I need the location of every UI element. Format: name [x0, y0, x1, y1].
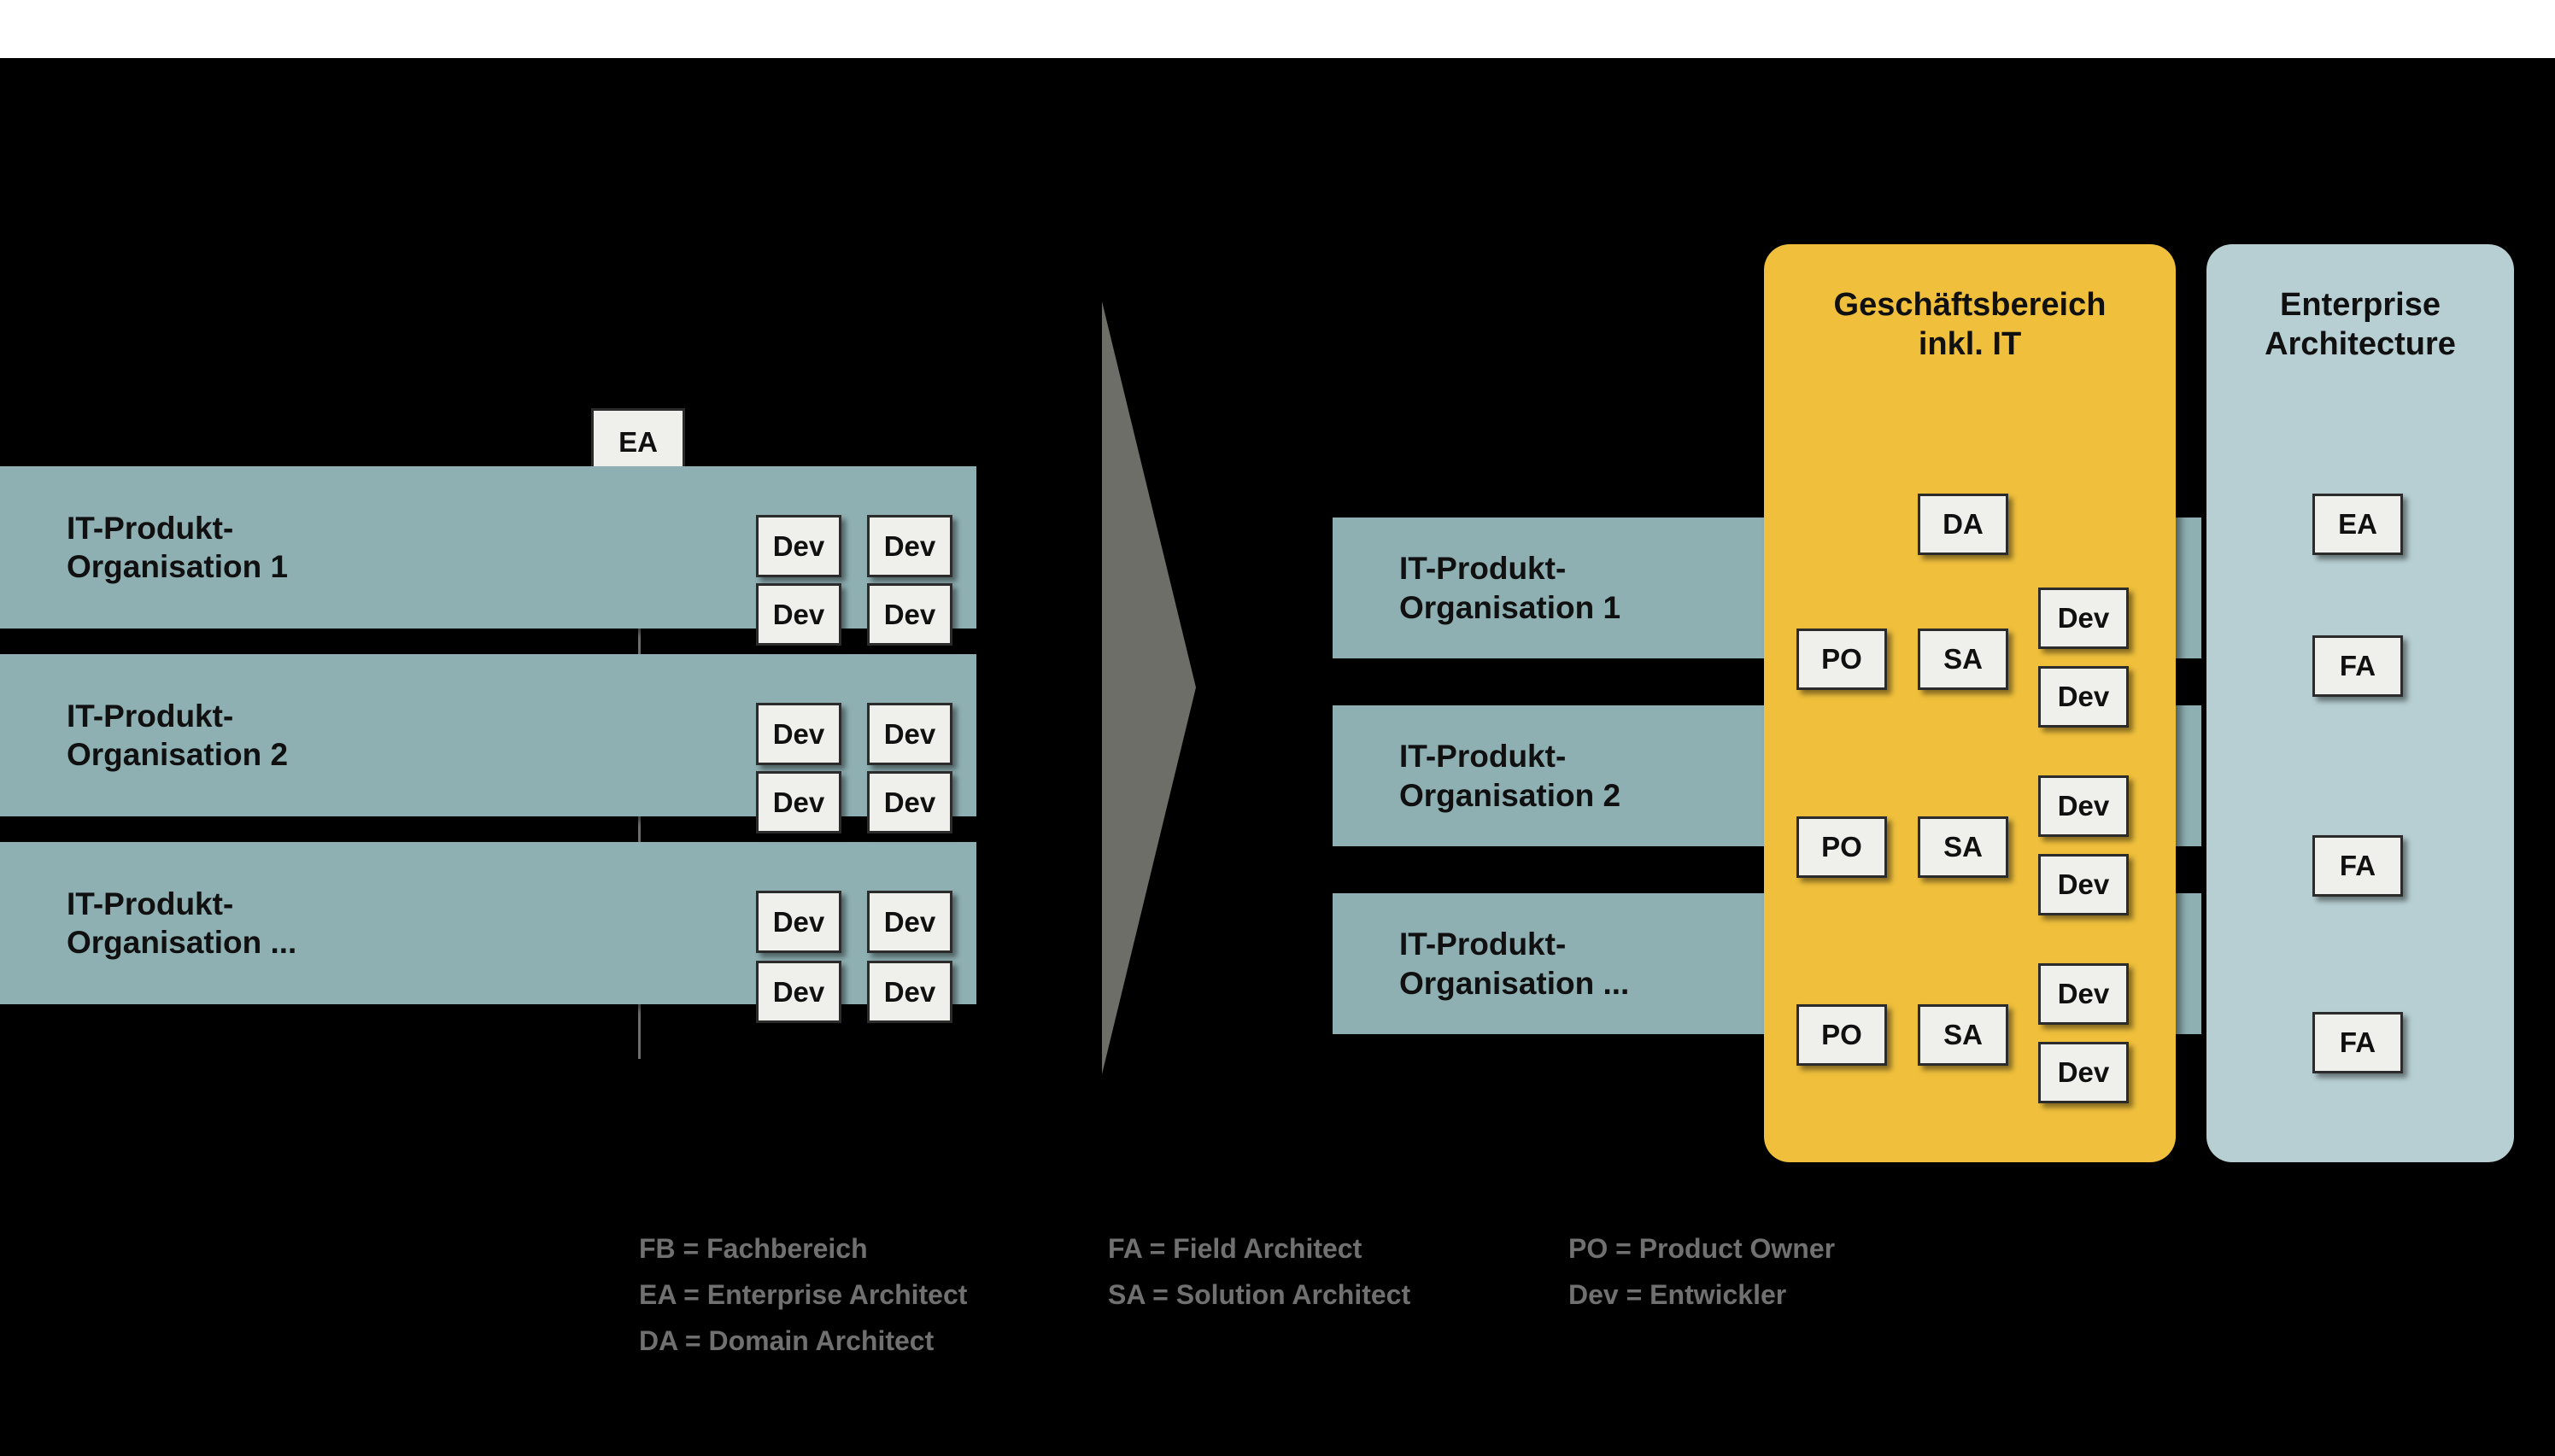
left-dev-box: Dev	[867, 583, 952, 646]
left-dev-box: Dev	[867, 961, 952, 1023]
ea-panel-box: EA	[2312, 494, 2403, 555]
right-dev-box: Dev	[2038, 963, 2129, 1025]
legend-item: EA = Enterprise Architect	[639, 1279, 968, 1310]
legend-item: Dev = Entwickler	[1568, 1279, 1787, 1310]
left-dev-box: Dev	[756, 891, 841, 953]
left-dev-box: Dev	[756, 703, 841, 765]
legend-column-3	[1568, 1235, 1835, 1308]
left-org-bar-3-line2: Organisation ...	[67, 925, 297, 960]
legend-item: FA = Field Architect	[1108, 1233, 1362, 1264]
left-dev-box: Dev	[756, 961, 841, 1023]
right-org-bar-2-line1: IT-Produkt-	[1399, 739, 1567, 775]
right-dev-box: Dev	[2038, 666, 2129, 728]
left-org-bar-1-line1: IT-Produkt-	[67, 510, 234, 546]
legend-column-2	[1108, 1235, 1410, 1308]
po-box: PO	[1796, 816, 1887, 878]
right-org-bar-2-line2: Organisation 2	[1399, 777, 1621, 813]
diagram-stage	[0, 58, 2555, 1422]
ea-panel-title-line1: Enterprise	[2280, 287, 2441, 323]
left-dev-box: Dev	[756, 771, 841, 833]
right-dev-box: Dev	[2038, 588, 2129, 649]
sa-box: SA	[1918, 816, 2008, 878]
legend-item: PO = Product Owner	[1568, 1233, 1836, 1264]
left-org-bar-3-line1: IT-Produkt-	[67, 886, 234, 921]
business-unit-title-line1: Geschäftsbereich	[1833, 287, 2107, 323]
sa-box: SA	[1918, 1004, 2008, 1066]
left-dev-box: Dev	[756, 583, 841, 646]
left-dev-box: Dev	[867, 891, 952, 953]
right-dev-box: Dev	[2038, 854, 2129, 915]
ea-panel-title-line2: Architecture	[2265, 326, 2456, 363]
legend-item: FB = Fachbereich	[639, 1233, 868, 1264]
legend-item: SA = Solution Architect	[1108, 1279, 1411, 1310]
left-dev-box: Dev	[867, 771, 952, 833]
right-org-bar-3-line2: Organisation ...	[1399, 965, 1630, 1001]
top-white-band	[0, 0, 2555, 58]
transition-arrow-icon	[1102, 301, 1196, 1074]
legend-item: DA = Domain Architect	[639, 1325, 935, 1356]
left-org-bar-2-line2: Organisation 2	[67, 737, 289, 772]
left-dev-box: Dev	[867, 703, 952, 765]
right-org-bar-3-line1: IT-Produkt-	[1399, 927, 1567, 962]
legend-column-1	[639, 1235, 967, 1354]
bottom-black-band	[0, 1422, 2555, 1456]
left-ea-box: EA	[591, 408, 685, 477]
business-unit-panel-title	[1764, 285, 2176, 365]
po-box: PO	[1796, 629, 1887, 690]
fa-panel-box: FA	[2312, 635, 2403, 697]
business-unit-title-line2: inkl. IT	[1918, 326, 2022, 363]
da-box: DA	[1918, 494, 2008, 555]
fa-panel-box: FA	[2312, 835, 2403, 897]
fa-panel-box: FA	[2312, 1012, 2403, 1073]
right-dev-box: Dev	[2038, 775, 2129, 837]
enterprise-architecture-panel-title	[2206, 285, 2514, 365]
po-box: PO	[1796, 1004, 1887, 1066]
left-org-bar-1-line2: Organisation 1	[67, 549, 289, 584]
right-dev-box: Dev	[2038, 1042, 2129, 1103]
right-org-bar-1-line1: IT-Produkt-	[1399, 551, 1567, 587]
sa-box: SA	[1918, 629, 2008, 690]
left-dev-box: Dev	[756, 515, 841, 577]
left-dev-box: Dev	[867, 515, 952, 577]
left-org-bar-2-line1: IT-Produkt-	[67, 698, 234, 734]
right-org-bar-1-line2: Organisation 1	[1399, 589, 1621, 625]
